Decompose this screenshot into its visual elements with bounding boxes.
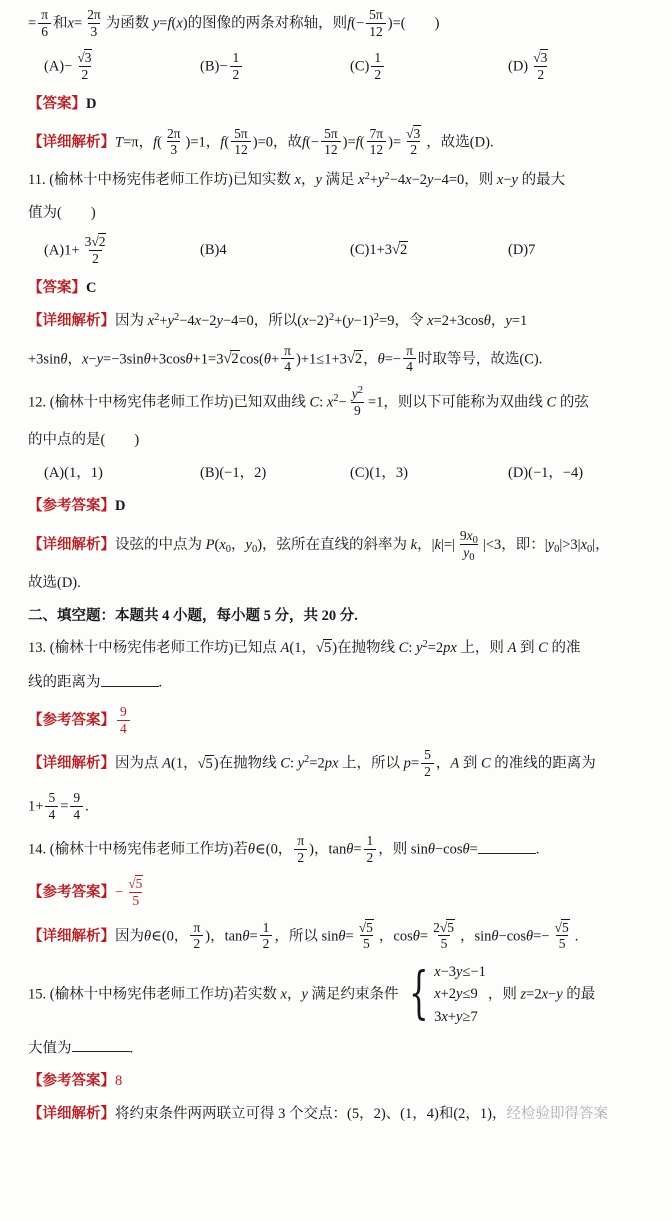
math-var: y — [505, 313, 512, 330]
radical-icon: √ — [91, 234, 99, 250]
math-var: y — [167, 313, 174, 330]
q11-analysis-1: 【详细解析】因为 $x^2+y^2-4x-2y-4=0$，所以$(x-2)^2+(y-1)^2=9$，令 x=2+3cosθ，y=1 — [28, 311, 528, 330]
answer-blank — [478, 838, 536, 854]
sqrt: √5 — [128, 876, 143, 892]
q12-options-c: (C)(1，3) — [350, 465, 408, 482]
radical-icon: √ — [358, 919, 367, 935]
math-var: C — [280, 755, 290, 772]
math-var: A — [162, 755, 171, 772]
sqrt: √3 — [77, 50, 92, 66]
math-var: x — [331, 755, 339, 772]
math-var: P — [205, 536, 215, 553]
bold-text: D — [86, 96, 97, 113]
math-var: x — [294, 171, 301, 188]
answer-label: 【详细解析】 — [28, 313, 115, 330]
fraction: $\frac{2\pi}{3}$ — [166, 125, 181, 158]
q11-stem-2: 值为( ) — [28, 204, 96, 221]
fraction: $\frac{5\pi}{12}$ — [231, 126, 251, 158]
math-var: y — [511, 171, 518, 188]
fraction: $\frac{1}{2}$ — [230, 50, 243, 82]
math-var: x — [405, 171, 412, 188]
superscript: 2 — [384, 170, 390, 182]
radical-icon: √ — [197, 755, 206, 772]
superscript: 2 — [364, 170, 370, 182]
fraction: $\frac{\pi}{4}$ — [403, 343, 416, 375]
fraction: $\frac{9x_0}{y_0}$ — [459, 527, 478, 563]
fraction: $\frac{√3}{2}$ — [77, 50, 92, 82]
constraint-row: 3x+y≥7 — [434, 1008, 478, 1025]
answer-label: 【详细解析】 — [28, 134, 115, 151]
math-var: x — [434, 986, 441, 1003]
math-var: θ — [346, 841, 354, 858]
math-var: x — [81, 351, 89, 368]
fraction: $\frac{5\pi}{12}$ — [321, 126, 341, 158]
q15-stem-1: 15. (榆林十中杨宪伟老师工作坊)若实数 x，y 满足约束条件 { x−3y≤−1 x+2y≤9 3x+y≥7 ，则 z=2x−y 的最 — [28, 961, 596, 1027]
answer-blank — [72, 1037, 130, 1053]
q11-answer — [28, 278, 655, 300]
answer-label: 【详细解析】 — [28, 536, 115, 553]
q10-options-b: (B)− $\frac{1}{2}$ — [200, 51, 350, 83]
math-var: x — [434, 963, 441, 980]
bold-text: C — [86, 280, 97, 297]
sqrt: √2 — [346, 351, 363, 368]
math-var: x — [441, 1008, 448, 1025]
constraint-row: x+2y≤9 — [434, 986, 478, 1003]
fraction: $\frac{√3}{2}$ — [406, 125, 421, 158]
math-var: x — [496, 171, 504, 188]
answer-label: 【参考答案】 — [28, 1072, 115, 1089]
fraction: $\frac{√5}{5}$ — [358, 919, 373, 952]
math-var: y — [301, 985, 308, 1002]
answer-label: 【参考答案】 — [28, 712, 115, 729]
math-var: θ — [427, 841, 435, 858]
math-var: C — [538, 640, 548, 657]
section2-header — [28, 606, 655, 628]
text: 8 — [115, 1072, 123, 1089]
q11-options-d: (D)7 — [508, 242, 536, 259]
watermark-text: 经检验即得答案 — [506, 1105, 608, 1122]
math-var: A — [507, 640, 517, 657]
math-var: x — [219, 536, 226, 553]
sqrt: √5 — [315, 640, 332, 657]
math-var: y — [96, 351, 104, 368]
superscript: 2 — [328, 311, 335, 323]
math-var: y — [456, 1008, 463, 1025]
q15-analysis: 【详细解析】将约束条件两两联立可得 3 个交点：(5，2)、(1，4)和(2，1)，经检验即得答案 — [28, 1105, 608, 1122]
math-var: p — [403, 755, 411, 772]
math-var: θ — [185, 351, 193, 368]
math-var: f — [347, 15, 352, 32]
math-var: θ — [462, 841, 470, 858]
math-var: x — [302, 313, 309, 330]
fraction: $\frac{9}{4}$ — [117, 704, 130, 736]
answer-label: 【答案】 — [28, 96, 86, 113]
q14-analysis: 【详细解析】因为θ∈(0， $\frac{\pi}{2}$ )，tanθ= $\frac{1}{2}$ ，所以 sinθ= $\frac{√5}{5}$ ，cosθ= $\frac{2√5}{5}$ ，sinθ−cosθ=− $\frac{√5}{5}$ . — [28, 919, 579, 952]
radical-icon: √ — [315, 640, 324, 657]
math-var: θ — [377, 351, 385, 368]
math-var: C — [546, 394, 557, 411]
sqrt: √5 — [439, 919, 454, 935]
q12-options-d: (D)(−1，−4) — [508, 465, 584, 482]
math-var: θ — [491, 927, 499, 944]
fraction: $\frac{√3}{2}$ — [533, 50, 548, 82]
math-var: y — [556, 985, 563, 1002]
superscript: 2 — [304, 754, 310, 766]
math-var: f — [220, 134, 225, 151]
q12-analysis-1: 【详细解析】设弦的中点为 $P(x_0$，$y_0$)，弦所在直线的斜率为 k，|k|=| $\frac{9x_0}{y_0}$ |<3，即：$|y_0|>3|x_0|$， — [28, 527, 610, 563]
answer-label: 【详细解析】 — [28, 927, 115, 944]
math-var: y — [378, 171, 385, 188]
math-var: p — [443, 640, 451, 657]
radical-icon: √ — [406, 125, 414, 141]
q10-options-c: (C) $\frac{1}{2}$ — [350, 51, 508, 83]
math-var: f — [153, 134, 158, 151]
math-var: x — [194, 313, 202, 330]
q12-stem-1: 12. (榆林十中杨宪伟老师工作坊)已知双曲线 C: $x^2-$ $\frac{y^2}{9}$ =1，则以下可能称为双曲线 C 的弦 — [28, 384, 589, 418]
math-var: C — [480, 755, 491, 772]
radical-icon: √ — [533, 50, 541, 66]
math-var: k — [410, 536, 418, 553]
constraint-system — [401, 961, 486, 1027]
math-var: θ — [483, 313, 491, 330]
math-var: θ — [60, 351, 68, 368]
superscript: 2 — [373, 311, 380, 323]
math-var: x — [326, 394, 334, 411]
q15-stem-2: 大值为 . — [28, 1037, 655, 1060]
math-var: x — [466, 527, 473, 543]
fraction: $\frac{2√5}{5}$ — [433, 919, 454, 952]
q12-options-a: (A)(1，1) — [44, 465, 103, 482]
math-var: p — [324, 755, 332, 772]
fraction: $\frac{\pi}{6}$ — [38, 7, 51, 39]
fraction: $\frac{5}{4}$ — [45, 790, 58, 822]
q13-analysis-1: 【详细解析】因为点 A(1，√5)在抛物线 C: $y^2=2px$ 上，所以 p= $\frac{5}{2}$ ，A 到 C 的准线的距离为 — [28, 747, 596, 779]
q12-analysis-2: 故选(D). — [28, 574, 81, 591]
fraction: $\frac{1}{2}$ — [260, 920, 273, 952]
q12-options — [44, 463, 655, 485]
q12-answer — [28, 496, 655, 518]
fraction: $\frac{5\pi}{12}$ — [366, 7, 386, 39]
bold-text: D — [115, 497, 126, 514]
q11-options — [44, 235, 655, 267]
math-var: k — [434, 536, 441, 553]
math-var: y — [347, 313, 354, 330]
q14-stem: 14. (榆林十中杨宪伟老师工作坊)若θ∈(0， $\frac{\pi}{2}$ )，tanθ= $\frac{1}{2}$ ，则 sinθ−cosθ= . — [28, 833, 540, 865]
fraction: $\frac{\pi}{4}$ — [281, 343, 294, 375]
sqrt: √2 — [91, 234, 106, 250]
answer-label: 【参考答案】 — [28, 884, 115, 901]
fraction: $\frac{3√2}{2}$ — [84, 234, 106, 266]
math-var: x — [450, 640, 457, 657]
radical-icon: √ — [439, 919, 448, 935]
math-var: f — [302, 134, 307, 151]
q11-analysis-2: +3sinθ，x−y=−3sinθ+3cosθ+1=3√2cos(θ+ $\frac{\pi}{4}$ )+1≤1+3√2，θ=− $\frac{\pi}{4}$ 时取等号，故选(C). — [28, 342, 543, 375]
math-var: y — [315, 171, 322, 188]
subscript: 0 — [554, 543, 560, 555]
math-var: C — [398, 640, 409, 657]
fraction: $\frac{√5}{5}$ — [554, 919, 569, 952]
math-var: y — [297, 755, 305, 772]
radical-icon: √ — [392, 242, 400, 259]
q13-analysis-2: 1+ $\frac{5}{4}$ = $\frac{9}{4}$ . — [28, 790, 89, 822]
superscript: 2 — [173, 311, 180, 323]
fraction: $\frac{1}{2}$ — [371, 50, 384, 82]
math-var: y — [427, 171, 434, 188]
math-var: y — [463, 544, 470, 560]
math-var: y — [456, 963, 463, 980]
q10-options-d: (D) $\frac{√3}{2}$ — [508, 51, 655, 83]
q10-analysis: 【详细解析】T=π，f( $\frac{2\pi}{3}$ )=1，f( $\frac{5\pi}{12}$ )=0，故f(− $\frac{5\pi}{12}$ )=f( $\frac{7\pi}{12}$ )= $\frac{√3}{2}$ ，故选(D). — [28, 125, 494, 158]
math-var: θ — [263, 351, 271, 368]
q10-options-a: (A)− $\frac{√3}{2}$ — [44, 51, 200, 83]
math-var: θ — [526, 927, 534, 944]
sqrt: √3 — [406, 125, 421, 141]
sqrt: √2 — [392, 242, 408, 259]
math-var: x — [67, 15, 74, 32]
math-var: x — [541, 985, 549, 1002]
q11-options-b: (B)4 — [200, 242, 227, 259]
subscript: 0 — [225, 543, 232, 555]
math-var: θ — [144, 927, 152, 944]
q11-stem-1: 11. (榆林十中杨宪伟老师工作坊)已知实数 x，y 满足 $x^2+y^2-4x-2y-4=0$，则 x−y 的最大 — [28, 170, 566, 188]
math-var: θ — [412, 927, 420, 944]
fraction: $\frac{5}{2}$ — [421, 747, 434, 779]
subscript: 0 — [469, 551, 475, 563]
radical-icon: √ — [554, 919, 562, 935]
math-var: f — [355, 134, 360, 151]
math-var: y — [245, 536, 252, 553]
q10-stem-continued: = $\frac{\pi}{6}$ 和x= $\frac{2\pi}{3}$ 为函数 y=f(x)的图像的两条对称轴，则f(− $\frac{5\pi}{12}$ )=( ) — [28, 7, 440, 39]
left-brace-icon: { — [408, 961, 429, 1027]
math-var: θ — [242, 927, 250, 944]
superscript: 2 — [333, 393, 339, 405]
q10-options — [44, 51, 655, 83]
fraction: $\frac{√5}{5}$ — [128, 876, 143, 908]
math-var: y — [416, 640, 423, 657]
sqrt: √5 — [197, 755, 213, 772]
q10-answer — [28, 94, 655, 116]
math-var: z — [520, 985, 527, 1002]
sqrt: √5 — [358, 919, 373, 935]
math-var: x — [147, 313, 155, 330]
q13-stem-1: 13. (榆林十中杨宪伟老师工作坊)已知点 A(1，√5)在抛物线 C: $y^2=2px$ 上，则 A 到 C 的准 — [28, 639, 581, 657]
bold-text: 二、填空题：本题共 4 小题，每小题 5 分，共 20 分. — [28, 607, 358, 624]
math-var: x — [280, 985, 287, 1002]
subscript: 0 — [587, 543, 593, 555]
math-var: A — [280, 640, 290, 657]
constraint-row: x−3y≤−1 — [434, 963, 486, 980]
answer-label: 【答案】 — [28, 280, 86, 297]
radical-icon: √ — [128, 876, 136, 892]
q12-stem-2: 的中点的是( ) — [28, 432, 140, 449]
fraction: $\frac{y^2}{9}$ — [351, 384, 363, 418]
subscript: 0 — [472, 534, 478, 546]
answer-label: 【详细解析】 — [28, 755, 115, 772]
math-var: x — [580, 536, 588, 553]
q13-answer — [28, 705, 655, 737]
sqrt: √5 — [554, 919, 569, 935]
q15-answer — [28, 1071, 655, 1093]
radical-icon: √ — [346, 351, 355, 368]
superscript: 2 — [154, 311, 160, 323]
math-var: C — [309, 394, 320, 411]
math-var: y — [547, 536, 555, 553]
radical-icon: √ — [77, 50, 85, 66]
subscript: 0 — [251, 543, 258, 555]
q12-options-b: (B)(−1，2) — [200, 465, 267, 482]
answer-blank — [101, 671, 159, 687]
math-var: θ — [338, 927, 346, 944]
math-var: x — [358, 171, 365, 188]
math-var: y — [351, 385, 358, 401]
math-var: y — [152, 15, 160, 32]
q11-options-a: (A)1+ $\frac{3√2}{2}$ — [44, 235, 200, 267]
math-var: x — [427, 313, 434, 330]
radical-icon: √ — [223, 351, 232, 368]
math-var: y — [456, 986, 463, 1003]
math-var: x — [176, 15, 183, 32]
math-var: θ — [143, 351, 151, 368]
q13-stem-2: 线的距离为 . — [28, 671, 655, 694]
fraction: $\frac{1}{2}$ — [364, 833, 377, 865]
answer-label: 【详细解析】 — [28, 1105, 115, 1122]
math-var: T — [115, 134, 124, 151]
fraction: $\frac{\pi}{2}$ — [190, 920, 203, 952]
sqrt: √2 — [223, 351, 239, 368]
fraction: $\frac{7\pi}{12}$ — [367, 126, 387, 158]
superscript: 2 — [422, 639, 428, 651]
text: − — [115, 884, 124, 901]
q14-answer — [28, 877, 655, 909]
fraction: $\frac{2\pi}{3}$ — [87, 7, 101, 39]
math-var: A — [450, 755, 460, 772]
sqrt: √3 — [533, 50, 548, 66]
superscript: 2 — [357, 384, 363, 396]
math-var: f — [167, 15, 172, 32]
math-var: y — [216, 313, 223, 330]
q11-options-c: (C)1+3√2 — [350, 242, 408, 259]
fraction: $\frac{9}{4}$ — [70, 790, 83, 822]
math-var: θ — [247, 841, 256, 858]
fraction: $\frac{\pi}{2}$ — [294, 833, 307, 865]
answer-label: 【参考答案】 — [28, 497, 115, 514]
